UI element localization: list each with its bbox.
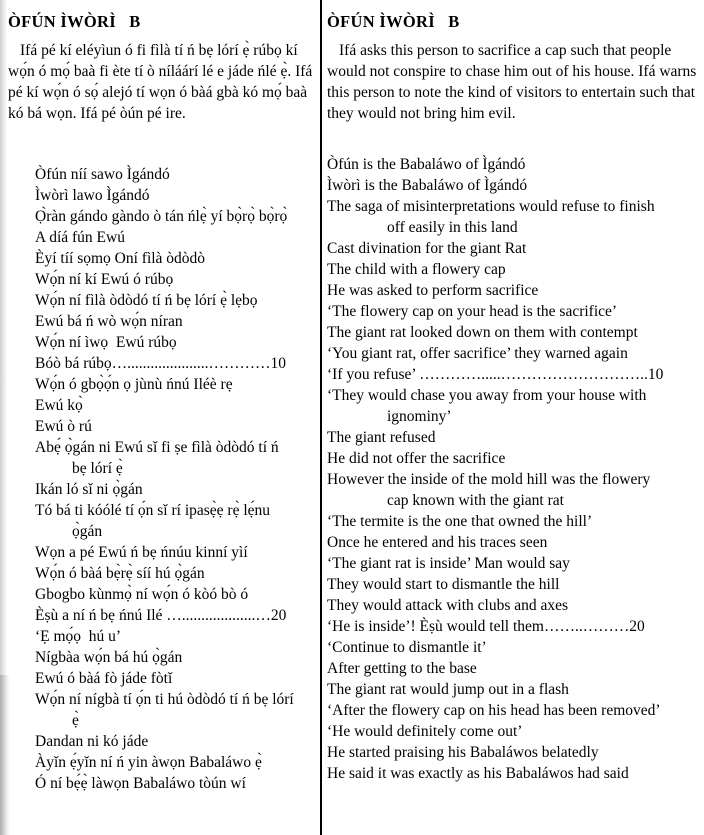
verse-line: Wọ́n ní kí Ewú ó rúbọ xyxy=(35,271,174,288)
yoruba-column-title: ÒFÚN ÌWÒRÌ B xyxy=(8,12,141,31)
verse-line: He started praising his Babaláwos belatedly xyxy=(327,744,599,761)
verse-line: The giant refused xyxy=(327,429,436,446)
verse-line: Once he entered and his traces seen xyxy=(327,534,548,551)
verse-line: Ewú ò rú xyxy=(35,418,92,435)
verse-line: Ọ̀ràn gándo gàndo ò tán ńlẹ̀ yí bọ̀rọ̀ bọ̀rọ̀ xyxy=(35,208,288,225)
verse-line: Dandan ni kó jáde xyxy=(35,733,149,750)
verse-line: Ewú ó bàá fò jáde fòtǐ xyxy=(35,670,173,687)
verse-line: Wọ́n ní ìwọ Ewú rúbọ xyxy=(35,334,177,351)
verse-line: Ìwòrì is the Babaláwo of Ìgándó xyxy=(327,177,528,194)
english-column-title: ÒFÚN ÌWÒRÌ B xyxy=(327,12,460,31)
english-verse-block xyxy=(327,154,703,784)
verse-line: He did not offer the sacrifice xyxy=(327,450,506,467)
verse-line: Òfún is the Babaláwo of Ìgándó xyxy=(327,156,526,173)
verse-line: Gbogbo kùnmọ̀ ní wọ́n ó kòó bò ó xyxy=(35,586,249,603)
verse-line-continuation: ẹ̀ xyxy=(72,712,79,729)
verse-line: Wọ́n ó bàá bẹ̀rẹ̀ síí hú ọ̀gán xyxy=(35,565,205,582)
column-divider xyxy=(320,0,322,835)
verse-line: ‘You giant rat, offer sacrifice’ they warned again xyxy=(327,345,628,362)
yoruba-verse-block xyxy=(8,164,316,794)
verse-line: Wọn a pé Ewú ń bẹ ńnúu kinní yìí xyxy=(35,544,248,561)
verse-line: The giant rat would jump out in a flash xyxy=(327,681,569,698)
verse-line: Èyí tíí sọmọ Oní fìlà òdòdò xyxy=(35,250,206,267)
english-column xyxy=(327,10,703,830)
verse-line: ‘If you refuse’ ………….....………………………..10 xyxy=(327,366,664,383)
verse-line: ‘Ẹ mọ́ọ hú u’ xyxy=(35,628,122,645)
verse-line: Wọ́n ní nígbà tí ọ́n ti hú òdòdó tí ń bẹ lórí xyxy=(35,691,294,708)
verse-line: ‘They would chase you away from your house with xyxy=(327,387,647,404)
verse-line: Àyǐn ẹ́yǐn ní ń yin àwọn Babaláwo ẹ̀ xyxy=(35,754,262,771)
yoruba-intro-paragraph: Ifá pé kí eléyìun ó fi fìlà tí ń bẹ lórí ẹ̀ rúbọ kí wọ́n ó mọ́ baà fi ète tí ò níláárí lé e jáde ńlé ẹ̀. Ifá pé kí wọ́n ó sọ́ alejó tí wọn ó bàá gbà kó mọ́ baà kó bá wọn. Ifá pé òún pé ire. xyxy=(8,42,313,122)
verse-line: ‘The flowery cap on your head is the sacrifice’ xyxy=(327,303,618,320)
verse-line: The giant rat looked down on them with contempt xyxy=(327,324,638,341)
verse-line-continuation: ọ̀gán xyxy=(72,523,103,540)
verse-line: Abẹ́ ọ̀gán ni Ewú sǐ fi ṣe fìlà òdòdó tí ń xyxy=(35,439,279,456)
verse-line: Ìwòrì lawo Ìgándó xyxy=(35,187,150,204)
verse-line: The child with a flowery cap xyxy=(327,261,506,278)
verse-line: ‘The giant rat is inside’ Man would say xyxy=(327,555,570,572)
verse-line: Bóò bá rúbọ….....................…………10 xyxy=(35,355,287,372)
verse-line: A díá fún Ewú xyxy=(35,229,125,246)
verse-line: ‘He is inside’! Èṣù would tell them……..………20 xyxy=(327,618,645,635)
verse-line-continuation: ignominy’ xyxy=(387,408,452,425)
english-intro-paragraph: Ifá asks this person to sacrifice a cap such that people would not conspire to chase him out of his house. Ifá warns this person to note the kind of visitors to entertain such that they would not bring him evil. xyxy=(327,42,697,122)
verse-line-continuation: off easily in this land xyxy=(387,219,518,236)
verse-line: Ewú kọ̀ xyxy=(35,397,83,414)
verse-line: Wọ́n ó gbọ̀ọ́n ọ jùnù ńnú Iléè rẹ xyxy=(35,376,233,393)
verse-line: Òfún níí sawo Ìgándó xyxy=(35,166,170,183)
verse-line: Cast divination for the giant Rat xyxy=(327,240,527,257)
verse-line: Tó bá ti kóólé tí ọ́n sǐ rí ipasẹ̀ẹ rẹ̀ lẹ́nu xyxy=(35,502,271,519)
verse-line: Nígbàa wọ́n bá hú ọ̀gán xyxy=(35,649,183,666)
verse-line: However the inside of the mold hill was the flowery xyxy=(327,471,651,488)
verse-line: ‘After the flowery cap on his head has been removed’ xyxy=(327,702,661,719)
verse-line: He was asked to perform sacrifice xyxy=(327,282,539,299)
verse-line-continuation: bẹ lórí ẹ̀ xyxy=(72,460,123,477)
verse-line: He said it was exactly as his Babaláwos had said xyxy=(327,765,629,782)
verse-line: Ikán ló sǐ ni ọ̀gán xyxy=(35,481,143,498)
verse-line: Èṣù a ní ń bẹ ńnú Ilé …...................…20 xyxy=(35,607,287,624)
verse-line: Ewú bá ń wò wọ́n níran xyxy=(35,313,183,330)
verse-line: After getting to the base xyxy=(327,660,477,677)
verse-line: The saga of misinterpretations would refuse to finish xyxy=(327,198,655,215)
verse-line-continuation: cap known with the giant rat xyxy=(387,492,564,509)
verse-line: They would start to dismantle the hill xyxy=(327,576,560,593)
verse-line: ‘Continue to dismantle it’ xyxy=(327,639,487,656)
verse-line: ‘The termite is the one that owned the hill’ xyxy=(327,513,593,530)
verse-line: ‘He would definitely come out’ xyxy=(327,723,523,740)
verse-line: Wọ́n ní fìlà òdòdó tí ń bẹ lórí ẹ̀ lẹbọ xyxy=(35,292,258,309)
verse-line: Ó ní bẹ́ẹ̀ làwọn Babaláwo tòún wí xyxy=(35,775,246,792)
verse-line: They would attack with clubs and axes xyxy=(327,597,569,614)
scan-edge-shadow xyxy=(0,0,7,835)
yoruba-column xyxy=(8,10,316,830)
